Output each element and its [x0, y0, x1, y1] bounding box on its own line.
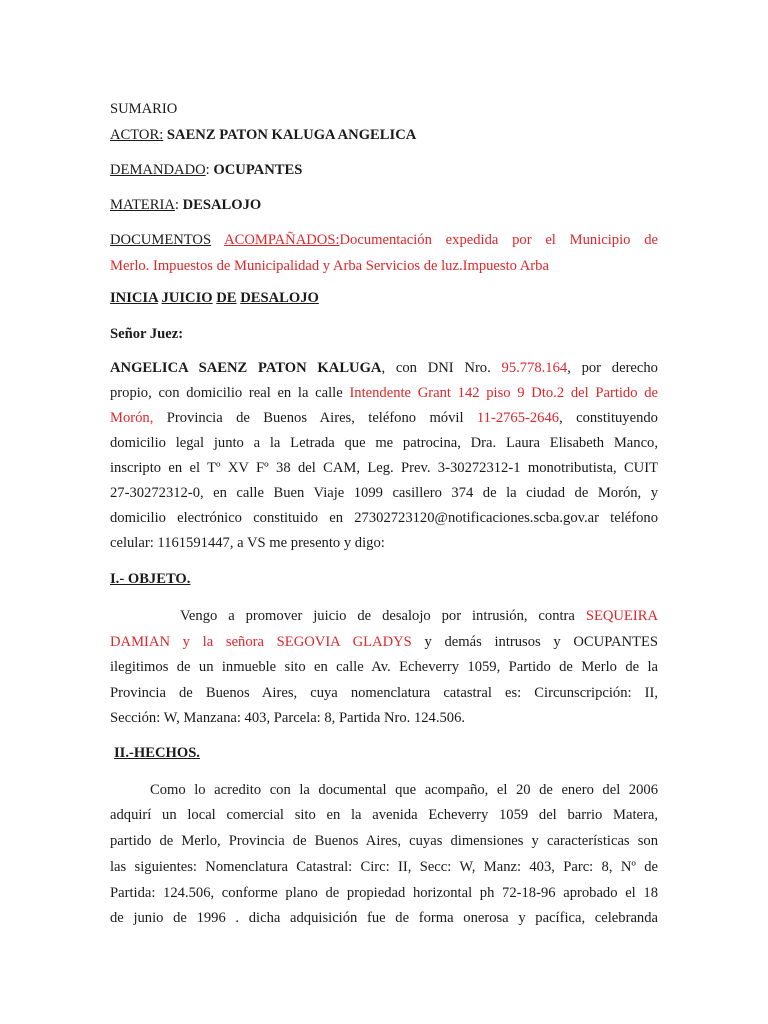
intro-text: propio, con domicilio real en la calle — [110, 385, 343, 401]
salutation: Señor Juez: — [110, 326, 184, 342]
materia-field — [110, 192, 658, 227]
objeto-paragraph — [110, 604, 658, 732]
intro-line-3 — [110, 406, 658, 431]
intro-text: Provincia de Buenos Aires, teléfono móvil — [166, 410, 464, 426]
objeto-text: Vengo a promover juicio de desalojo por intrusión, contra — [180, 608, 575, 624]
demandado-separator: : — [205, 162, 210, 178]
hechos-title: II.-HECHOS. — [114, 744, 200, 761]
title-word-juicio: JUICIO — [161, 290, 213, 306]
demandado-field — [110, 157, 658, 192]
objeto-title: I.- OBJETO. — [110, 571, 191, 587]
intro-line-2 — [110, 381, 658, 406]
intro-line-8: celular: 1161591447, a VS me presento y digo: — [110, 535, 385, 551]
intro-text: , con DNI Nro. — [381, 360, 491, 376]
title-word-desalojo: DESALOJO — [240, 290, 319, 306]
objeto-line-2 — [110, 630, 658, 656]
intro-line-7: domicilio electrónico constituido en 27302723120@notificaciones.scba.gov.ar teléfono — [110, 510, 658, 526]
intro-text: , constituyendo — [559, 410, 658, 426]
intro-paragraph — [110, 356, 658, 556]
objeto-line-4: Provincia de Buenos Aires, cuya nomenclatura catastral es: Circunscripción: II, — [110, 684, 658, 701]
defendant-name-1: SEQUEIRA — [585, 608, 658, 624]
actor-value: SAENZ PATON KALUGA ANGELICA — [166, 127, 417, 143]
mobile-phone: 11-2765-2646 — [476, 410, 560, 426]
intro-line-4: domicilio legal junto a la Letrada que me patrocina, Dra. Laura Elisabeth Manco, — [110, 435, 658, 451]
hechos-line-1: Como lo acredito con la documental que acompaño, el 20 de enero del 2006 — [150, 781, 658, 798]
defendant-name-2: DAMIAN y la señora SEGOVIA GLADYS — [110, 633, 412, 650]
objeto-line-5: Sección: W, Manzana: 403, Parcela: 8, Partida Nro. 124.506. — [110, 710, 466, 726]
hechos-paragraph — [110, 778, 658, 933]
sumario-label: SUMARIO — [110, 101, 178, 117]
demandado-value: OCUPANTES — [213, 162, 303, 178]
title-word-de: DE — [216, 290, 237, 306]
hechos-line-4: las siguientes: Nomenclatura Catastral: Circ: II, Secc: W, Manz: 403, Parc: 8, Nº de — [110, 858, 658, 875]
intro-line-5: inscripto en el Tº XV Fº 38 del CAM, Leg. Prev. 3-30272312-1 monotributista, CUIT — [110, 460, 658, 476]
plaintiff-name: ANGELICA SAENZ PATON KALUGA — [110, 360, 382, 376]
materia-value: DESALOJO — [182, 197, 262, 213]
documentos-field — [110, 227, 658, 279]
document-title — [110, 287, 658, 317]
demandado-label: DEMANDADO — [110, 162, 206, 178]
hechos-line-2: adquirí un local comercial sito en la avenida Echeverry 1059 del barrio Matera, — [110, 807, 658, 824]
moron-text: Morón, — [110, 410, 154, 426]
intro-line-6: 27-30272312-0, en calle Buen Viaje 1099 casillero 374 de la ciudad de Morón, y — [110, 485, 658, 501]
intro-line-1 — [110, 356, 658, 381]
documentos-line-2: Merlo. Impuestos de Municipalidad y Arba Servicios de luz.Impuesto Arba — [110, 258, 549, 274]
actor-label: ACTOR: — [110, 127, 164, 143]
document-page — [110, 96, 658, 932]
title-word-inicia: INICIA — [110, 290, 158, 306]
actor-field — [110, 122, 658, 157]
objeto-line-1 — [110, 604, 658, 630]
hechos-line-5: Partida: 124.506, conforme plano de propiedad horizontal ph 72-18-96 aprobado el 18 — [110, 884, 658, 901]
objeto-text: y demás intrusos y OCUPANTES — [424, 633, 658, 650]
hechos-line-3: partido de Merlo, Provincia de Buenos Aires, cuyas dimensiones y características son — [110, 833, 658, 850]
documentos-label: DOCUMENTOS — [110, 232, 212, 248]
documentos-line-1: Documentación expedida por el Municipio de — [339, 232, 658, 248]
intro-text: , por derecho — [567, 360, 658, 376]
objeto-line-3: ilegitimos de un inmueble sito en calle Av. Echeverry 1059, Partido de Merlo de la — [110, 659, 658, 675]
dni-number: 95.778.164 — [501, 360, 568, 376]
acompanados-label: ACOMPAÑADOS: — [224, 232, 340, 248]
materia-label: MATERIA — [110, 197, 175, 213]
real-address: Intendente Grant 142 piso 9 Dto.2 del Partido de — [349, 385, 659, 401]
materia-separator: : — [174, 197, 179, 213]
hechos-line-6: de junio de 1996 . dicha adquisición fue de forma onerosa y pacífica, celebranda — [110, 910, 658, 927]
